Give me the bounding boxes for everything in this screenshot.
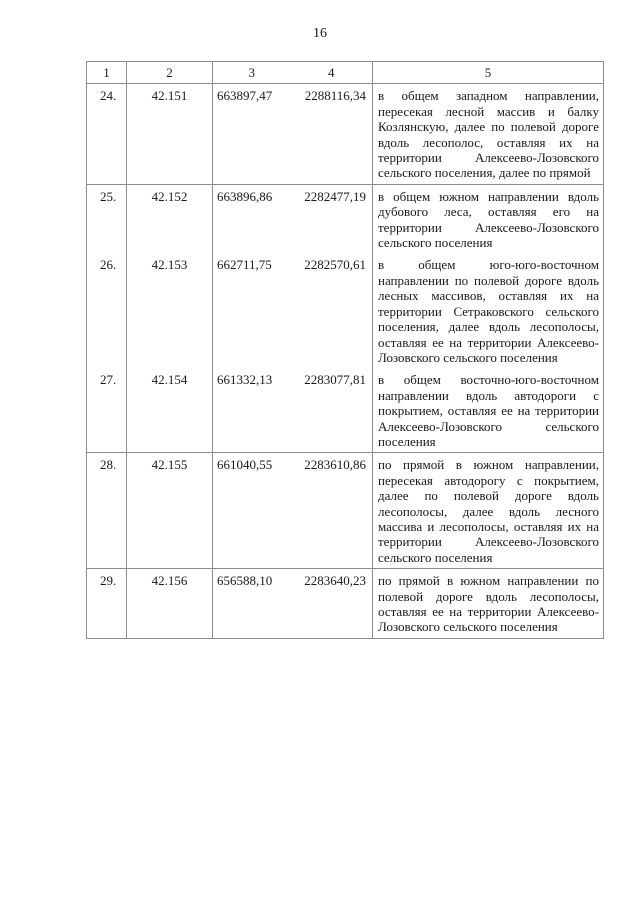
coordinate-y: 2283640,23 [291,569,373,639]
page-number: 16 [313,26,327,41]
header-col-5: 5 [373,62,604,84]
point-number: 42.151 [127,84,213,184]
boundary-description: по прямой в южном направлении, пересекая автодорогу с покрытием, далее по полевой дороге вдоль лесополосы, далее вдоль лесного массива и лесополосы, оставляя их на территории Алексеево-Лозовского сельского поселения [373,453,604,569]
coordinate-x: 663897,47 [213,84,291,184]
table-row [87,184,604,253]
row-index: 26. [87,253,127,368]
coordinate-y: 2282477,19 [291,184,373,253]
point-number: 42.155 [127,453,213,569]
header-col-2: 2 [127,62,213,84]
row-index: 24. [87,84,127,184]
point-number: 42.156 [127,569,213,639]
coordinate-x: 662711,75 [213,253,291,368]
point-number: 42.152 [127,184,213,253]
row-index: 27. [87,368,127,453]
header-col-1: 1 [87,62,127,84]
boundary-description: в общем западном направлении, пересекая лесной массив и балку Козлянскую, далее по полевой дороге вдоль лесополос, оставляя их на территории Алексеево-Лозовского сельского поселения, далее по прямой [373,84,604,184]
boundary-points-table [86,61,604,639]
boundary-description: по прямой в южном направлении по полевой дороге вдоль лесополосы, оставляя ее на территории Алексеево-Лозовского сельского поселения [373,569,604,639]
table-row [87,368,604,453]
header-col-4: 4 [291,62,373,84]
coordinate-y: 2288116,34 [291,84,373,184]
point-number: 42.154 [127,368,213,453]
boundary-description: в общем восточно-юго-восточном направлении вдоль автодороги с покрытием, оставляя ее на территории Алексеево-Лозовского сельского поселения [373,368,604,453]
header-col-3: 3 [213,62,291,84]
coordinate-x: 663896,86 [213,184,291,253]
table-row [87,453,604,569]
table-row [87,253,604,368]
coordinate-y: 2283610,86 [291,453,373,569]
row-index: 25. [87,184,127,253]
point-number: 42.153 [127,253,213,368]
coordinate-x: 656588,10 [213,569,291,639]
table-header-row [87,62,604,84]
boundary-description: в общем южном направлении вдоль дубового леса, оставляя его на территории Алексеево-Лозовского сельского поселения [373,184,604,253]
coordinate-x: 661332,13 [213,368,291,453]
coordinate-y: 2283077,81 [291,368,373,453]
row-index: 28. [87,453,127,569]
table-row [87,84,604,184]
coordinate-y: 2282570,61 [291,253,373,368]
row-index: 29. [87,569,127,639]
boundary-description: в общем юго-юго-восточном направлении по полевой дороге вдоль лесных массивов, оставляя их на территории Сетраковского сельского поселения, далее вдоль лесополосы, оставляя ее на территории Алексеево-Лозовского сельского поселения [373,253,604,368]
table-row [87,569,604,639]
coordinate-x: 661040,55 [213,453,291,569]
